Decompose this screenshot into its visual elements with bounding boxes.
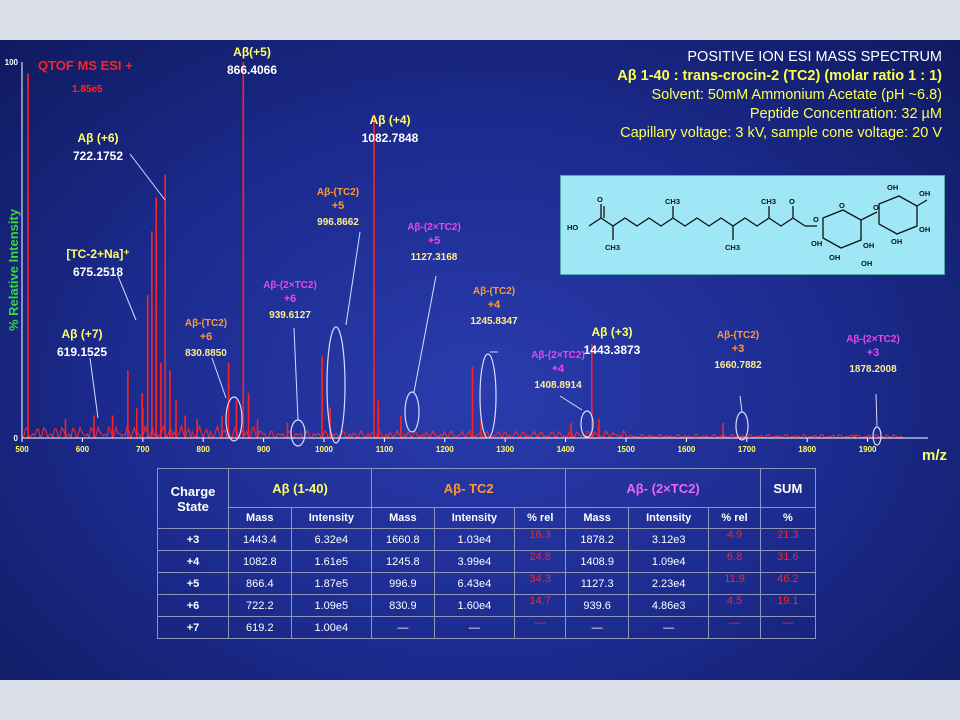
peak-annotation-charge: +6 [199,331,213,343]
struct-label: OH [919,225,931,234]
info-line-1: POSITIVE ION ESI MASS SPECTRUM [687,49,942,65]
peak-annotation-label: Aβ (+3) [591,325,633,339]
x-tick-label: 1300 [496,445,515,454]
table-cell: 1.61e5 [291,551,371,573]
struct-label: O [873,203,879,212]
subheader: % rel [515,508,566,529]
peak-annotation-charge: +5 [331,200,345,212]
table-cell: +5 [158,573,229,595]
table-row [158,595,816,617]
header-sum: SUM [760,469,815,508]
subheader: Intensity [628,508,708,529]
table-row [158,529,816,551]
slide [0,40,960,680]
spectrum-baseline [22,426,903,438]
struct-label: CH3 [725,243,741,252]
peak-annotation-label: Aβ-(TC2) [472,286,516,297]
peak-annotation-mz: 866.4066 [226,63,278,77]
table-row [158,551,816,573]
table-cell: 3.12e3 [628,529,708,551]
peak-annotation-label: Aβ (+7) [61,327,103,341]
table-cell: 4.9 [709,529,760,551]
table-cell: 2.23e4 [628,573,708,595]
table-cell: — [709,617,760,639]
info-line-5: Capillary voltage: 3 kV, sample cone voltage: 20 V [620,125,942,141]
table-cell: 21.3 [760,529,815,551]
header-charge: Charge State [158,469,229,529]
table-cell: 619.2 [229,617,292,639]
table-cell: 14.7 [515,595,566,617]
peak-annotation-mz: 722.1752 [72,149,124,163]
table-cell: 830.9 [372,595,435,617]
peak-annotation-label: Aβ-(2×TC2) [263,280,317,291]
peak-annotation-label: [TC-2+Na]⁺ [66,247,130,261]
peak-annotation-mz: 1878.2008 [849,364,897,375]
struct-label: OH [919,189,931,198]
table-cell: — [566,617,629,639]
struct-label: OH [863,241,875,250]
peak-annotation-label: Aβ(+5) [233,45,271,59]
table-cell: 6.43e4 [434,573,514,595]
y-tick-label: 0 [13,434,18,443]
subheader: % [760,508,815,529]
crocin-structure [560,175,945,275]
table-cell: 6.32e4 [291,529,371,551]
annotation-leader-line [876,394,877,426]
charge-state-table [157,468,816,639]
peak-annotation-charge: +4 [551,363,565,375]
subheader: Mass [229,508,292,529]
struct-label: O [789,197,795,206]
table-cell: 34.3 [515,573,566,595]
table-cell: 1.00e4 [291,617,371,639]
table-cell: 1.03e4 [434,529,514,551]
peak-annotation-label: Aβ-(TC2) [716,330,760,341]
base-peak-intensity: 1.85e5 [72,84,103,95]
table-cell: 24.8 [515,551,566,573]
table-row [158,573,816,595]
subheader: Intensity [434,508,514,529]
struct-label: O [597,195,603,204]
subheader: Mass [566,508,629,529]
table-cell: +6 [158,595,229,617]
header-ab: Aβ (1-40) [229,469,372,508]
annotation-leader-line [740,396,742,412]
peak-annotation-mz: 1082.7848 [361,131,419,145]
y-axis-title: % Relative Intensity [6,208,21,332]
peak-annotation-charge: +5 [427,235,441,247]
table-cell: 46.2 [760,573,815,595]
struct-label: OH [811,239,823,248]
x-tick-label: 1400 [556,445,575,454]
chart-title: QTOF MS ESI + [38,58,133,73]
table-cell: 4.86e3 [628,595,708,617]
peak-annotation-mz: 1443.3873 [583,343,641,357]
struct-label: OH [861,259,873,268]
peak-highlight-ellipse [736,412,748,440]
peak-annotation-label: Aβ-(TC2) [184,318,228,329]
structure-drawing [561,176,944,274]
peak-annotation-label: Aβ-(2×TC2) [407,222,461,233]
table-cell: 996.9 [372,573,435,595]
peak-annotation-charge: +6 [283,293,297,305]
struct-label: O [839,201,845,210]
table-cell: 1.09e5 [291,595,371,617]
annotation-leader-line [130,154,165,200]
x-tick-label: 1500 [617,445,635,454]
struct-label: OH [887,183,899,192]
peak-annotation-mz: 1660.7882 [714,360,762,371]
x-tick-label: 1700 [737,445,756,454]
info-line-2: Aβ 1-40 : trans-crocin-2 (TC2) (molar ratio 1 : 1) [617,68,942,84]
y-tick-label: 100 [4,58,18,67]
peak-annotation-charge: +4 [487,299,501,311]
x-tick-label: 700 [136,445,150,454]
x-tick-label: 600 [75,445,90,454]
experiment-info [617,48,942,143]
peak-annotation-mz: 675.2518 [72,265,124,279]
peak-highlight-ellipse [327,327,345,443]
table-cell: — [760,617,815,639]
peak-annotation-mz: 619.1525 [56,345,108,359]
x-tick-label: 1600 [677,445,696,454]
table-cell: 4.5 [709,595,760,617]
table-cell: 1.87e5 [291,573,371,595]
peak-annotation-mz: 939.6127 [269,310,311,321]
annotation-leader-line [212,358,226,398]
peak-annotation-mz: 1127.3168 [410,252,458,263]
annotation-leader-line [414,276,436,392]
table-cell: 1.60e4 [434,595,514,617]
table-cell: 16.3 [515,529,566,551]
annotation-leader-line [90,358,98,418]
table-row [158,617,816,639]
peak-annotation-mz: 1245.8347 [470,316,518,327]
annotation-leader-line [294,328,298,420]
peak-annotation-label: Aβ-(2×TC2) [531,350,585,361]
peak-annotation-charge: +3 [731,343,745,355]
info-line-3: Solvent: 50mM Ammonium Acetate (pH ~6.8) [651,87,942,103]
peak-annotation-label: Aβ-(2×TC2) [846,334,900,345]
table-cell: 19.1 [760,595,815,617]
table-cell: 3.99e4 [434,551,514,573]
struct-label: CH3 [605,243,621,252]
peak-annotation-mz: 996.8662 [317,217,359,228]
x-tick-label: 900 [256,445,271,454]
table-cell: — [372,617,435,639]
table-cell: 1878.2 [566,529,629,551]
x-tick-label: 500 [15,445,29,454]
table-cell: 939.6 [566,595,629,617]
peak-highlight-ellipse [291,420,305,446]
info-line-4: Peptide Concentration: 32 µM [749,106,942,122]
table-cell: — [515,617,566,639]
table-cell: 31.6 [760,551,815,573]
annotation-leader-line [560,396,582,410]
table-cell: +7 [158,617,229,639]
table-cell: 1408.9 [566,551,629,573]
table-cell: 866.4 [229,573,292,595]
header-tc: Aβ- TC2 [372,469,566,508]
peak-highlight-ellipse [405,392,419,432]
struct-label: OH [891,237,903,246]
struct-label: CH3 [665,197,681,206]
header-tc2: Aβ- (2×TC2) [566,469,760,508]
table-cell: 1.09e4 [628,551,708,573]
table-cell: 11.9 [709,573,760,595]
peak-highlight-ellipse [480,354,496,438]
peak-annotation-label: Aβ-(TC2) [316,187,360,198]
x-tick-label: 800 [196,445,210,454]
table-cell: 1245.8 [372,551,435,573]
table-cell: 722.2 [229,595,292,617]
table-cell: 6.8 [709,551,760,573]
x-tick-label: 1900 [858,445,877,454]
peak-annotation-mz: 1408.8914 [534,380,582,391]
subheader: Intensity [291,508,371,529]
table-cell: 1127.3 [566,573,629,595]
table-cell: +3 [158,529,229,551]
x-axis-title: m/z [922,447,948,464]
struct-label: HO [567,223,579,232]
peak-annotation-charge: +3 [866,347,880,359]
struct-label: OH [829,253,841,262]
struct-label: CH3 [761,197,777,206]
peak-annotation-mz: 830.8850 [185,348,227,359]
subheader: Mass [372,508,435,529]
table-cell: +4 [158,551,229,573]
annotation-leader-line [118,276,136,320]
table-cell: — [434,617,514,639]
annotation-leader-line [346,232,360,325]
x-tick-label: 1000 [315,445,333,454]
x-tick-label: 1800 [798,445,817,454]
peak-annotation-label: Aβ (+6) [77,131,119,145]
peak-annotation-label: Aβ (+4) [369,113,411,127]
table-cell: 1443.4 [229,529,292,551]
subheader: % rel [709,508,760,529]
table-cell: 1660.8 [372,529,435,551]
table-cell: — [628,617,708,639]
x-tick-label: 1100 [375,445,394,454]
struct-label: O [813,215,819,224]
table-cell: 1082.8 [229,551,292,573]
x-tick-label: 1200 [435,445,454,454]
